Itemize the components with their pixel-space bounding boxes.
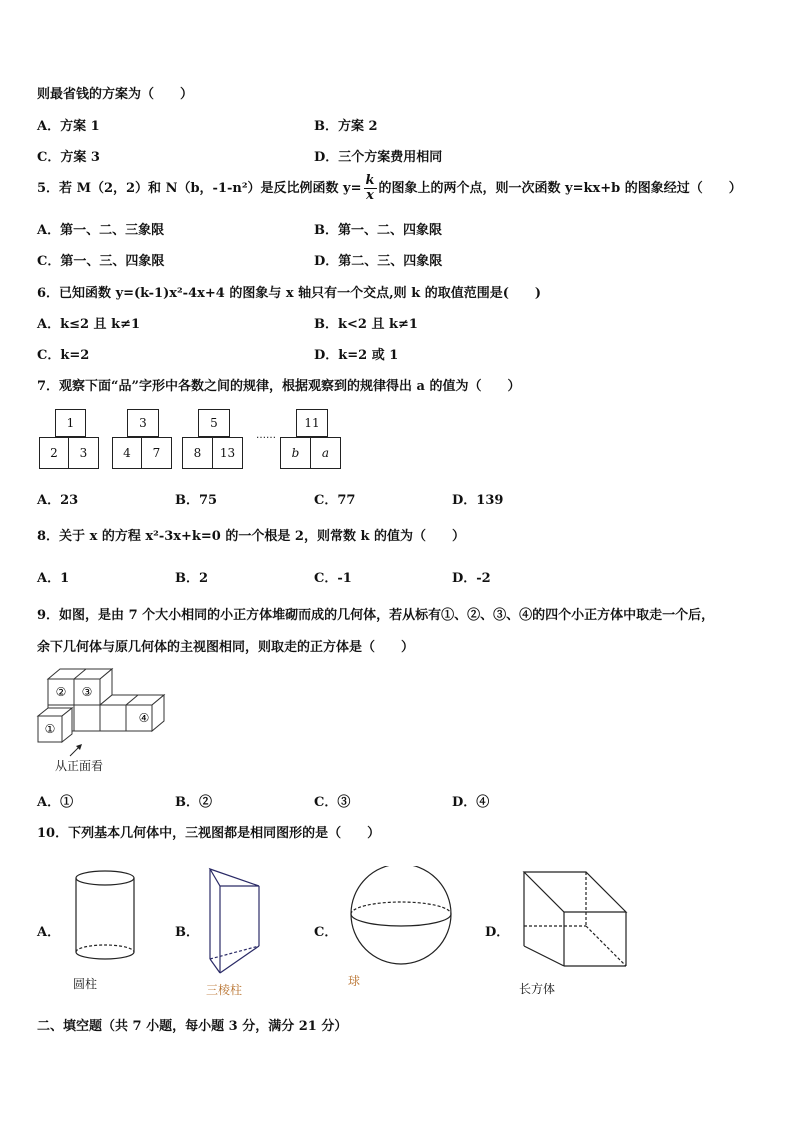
- q8-option-d[interactable]: D．-2: [452, 571, 491, 586]
- q5-stem-part1: 5．若 M（2，2）和 N（b，-1-n²）是反比例函数 y=: [37, 181, 362, 196]
- q9-option-b[interactable]: B．②: [175, 795, 212, 810]
- q7-fig1-top: 1: [55, 409, 86, 437]
- q6-option-c[interactable]: C．k=2: [37, 348, 90, 363]
- q7-fig2-right: 7: [141, 437, 172, 469]
- q7-option-a[interactable]: A．23: [37, 493, 79, 508]
- section2-heading: 二、填空题（共 7 小题，每小题 3 分，满分 21 分）: [37, 1019, 348, 1034]
- q9-option-a[interactable]: A．①: [37, 795, 74, 810]
- q8-option-a[interactable]: A．1: [37, 571, 70, 586]
- q7-option-c[interactable]: C．77: [314, 493, 356, 508]
- shape-name-prism: 三棱柱: [206, 983, 243, 997]
- q9-stem-line1: 9．如图，是由 7 个大小相同的小正方体堆砌而成的几何体，若从标有①、②、③、④的四个小正方体中取走一个后，: [37, 608, 715, 623]
- q5-frac-numerator: k: [365, 173, 375, 188]
- shape-name-cuboid: 长方体: [519, 982, 556, 996]
- q6-option-d[interactable]: D．k=2 或 1: [314, 348, 399, 363]
- q7-fig4-top: 11: [296, 409, 328, 437]
- cube-label-4: ④: [138, 711, 150, 725]
- cylinder-figure: [70, 868, 142, 968]
- q5-option-c[interactable]: C．第一、三、四象限: [37, 254, 165, 269]
- q9-stem-line2: 余下几何体与原几何体的主视图相同，则取走的正方体是（ ）: [37, 640, 415, 655]
- q4-option-d[interactable]: D．三个方案费用相同: [314, 150, 443, 165]
- q9-option-c[interactable]: C．③: [314, 795, 351, 810]
- q10-option-b[interactable]: B．: [175, 925, 199, 940]
- q8-option-b[interactable]: B．2: [175, 571, 209, 586]
- q4-option-b[interactable]: B．方案 2: [314, 119, 378, 134]
- q9-option-d[interactable]: D．④: [452, 795, 490, 810]
- q9-view-label: 从正面看: [55, 759, 104, 773]
- q5-frac-denominator: x: [366, 188, 374, 203]
- cube-label-1: ①: [44, 722, 56, 736]
- q6-stem: 6．已知函数 y=(k-1)x²-4x+4 的图象与 x 轴只有一个交点,则 k 的取值范围是( ): [37, 286, 542, 301]
- q7-fig1-right: 3: [68, 437, 99, 469]
- q7-option-d[interactable]: D．139: [452, 493, 504, 508]
- cube-label-2: ②: [55, 685, 67, 699]
- q7-fig1-left: 2: [39, 437, 69, 469]
- q4-option-a[interactable]: A．方案 1: [37, 119, 100, 134]
- q7-stem: 7．观察下面“品”字形中各数之间的规律，根据观察到的规律得出 a 的值为（ ）: [37, 379, 521, 394]
- q5-stem: [37, 174, 742, 203]
- q6-option-a[interactable]: A．k≤2 且 k≠1: [37, 317, 141, 332]
- q7-fig4-left: b: [280, 437, 311, 469]
- triangular-prism-figure: [203, 866, 265, 978]
- q8-option-c[interactable]: C．-1: [314, 571, 352, 586]
- q10-option-a[interactable]: A．: [37, 925, 61, 940]
- cube-label-3: ③: [81, 685, 93, 699]
- q10-stem: 10．下列基本几何体中，三视图都是相同图形的是（ ）: [37, 826, 381, 841]
- q10-option-c[interactable]: C．: [314, 925, 338, 940]
- q6-option-b[interactable]: B．k<2 且 k≠1: [314, 317, 418, 332]
- cuboid-figure: [520, 868, 630, 968]
- q7-fig3-top: 5: [198, 409, 230, 437]
- q7-fig2-left: 4: [112, 437, 142, 469]
- shape-name-sphere: 球: [348, 974, 361, 988]
- q5-option-a[interactable]: A．第一、二、三象限: [37, 223, 165, 238]
- q5-fraction: [364, 174, 377, 203]
- q4-stem: 则最省钱的方案为（ ）: [37, 87, 194, 102]
- q7-option-b[interactable]: B．75: [175, 493, 218, 508]
- q8-stem: 8．关于 x 的方程 x²-3x+k=0 的一个根是 2，则常数 k 的值为（ ）: [37, 529, 466, 544]
- sphere-figure: [345, 866, 459, 966]
- q5-option-d[interactable]: D．第二、三、四象限: [314, 254, 443, 269]
- q5-option-b[interactable]: B．第一、二、四象限: [314, 223, 442, 238]
- q7-fig4-right: a: [310, 437, 341, 469]
- q4-option-c[interactable]: C．方案 3: [37, 150, 100, 165]
- q7-fig2-top: 3: [127, 409, 159, 437]
- shape-name-cylinder: 圆柱: [73, 977, 98, 991]
- q10-option-d[interactable]: D．: [485, 925, 510, 940]
- q7-fig3-left: 8: [182, 437, 213, 469]
- q5-stem-part2: 的图象上的两个点，则一次函数 y=kx+b 的图象经过（ ）: [378, 181, 742, 196]
- q7-ellipsis: ……: [256, 430, 276, 441]
- q7-fig3-right: 13: [212, 437, 243, 469]
